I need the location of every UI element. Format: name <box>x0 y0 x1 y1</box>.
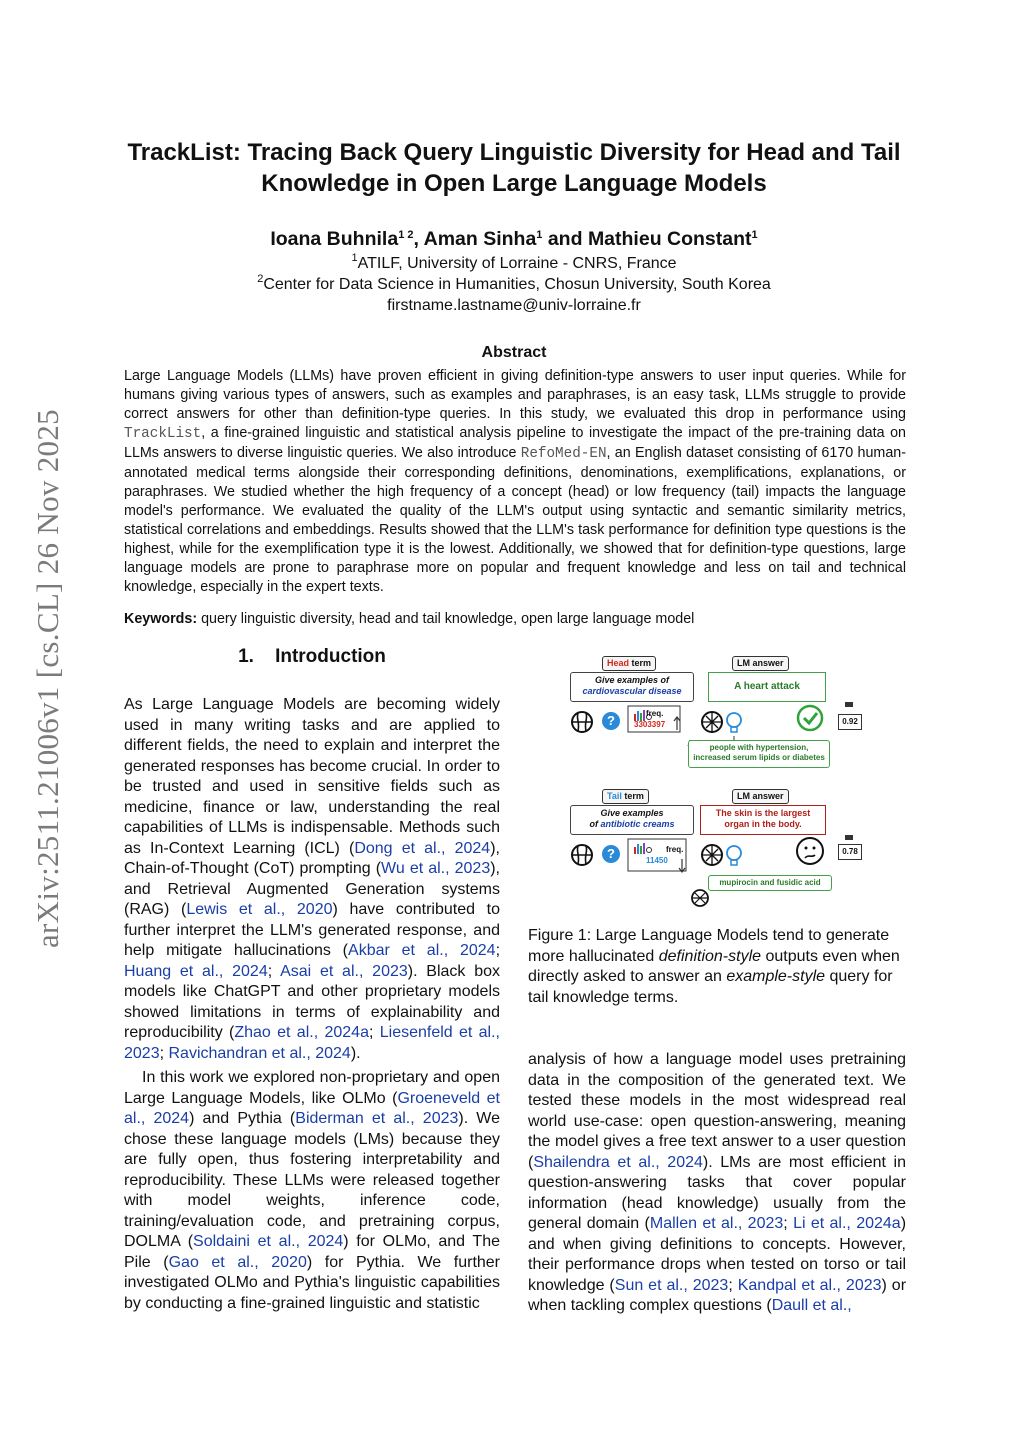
abstract-heading: Abstract <box>481 344 547 361</box>
author-1: Ioana Buhnila <box>270 228 399 250</box>
body-text: ). <box>350 1044 361 1062</box>
head-answer-box: A heart attack <box>708 672 826 702</box>
neural-model-icon <box>702 712 722 732</box>
extracted-text: increased serum lipids or diabetes <box>693 753 825 762</box>
tool-name: TrackList <box>124 426 202 442</box>
intro-left-column <box>124 695 500 1314</box>
citation[interactable]: Dong et al., 2024 <box>354 839 491 857</box>
author-3-affil: 1 <box>751 229 758 241</box>
body-text: ). Black box models like ChatGPT and other proprietary models showed limitations in terms of explainability and reproducibility ( <box>124 962 500 1041</box>
head-frequency: 3303397 <box>634 720 666 729</box>
keywords-text: query linguistic diversity, head and tail knowledge, open large language model <box>197 611 695 627</box>
tail-label: Tail <box>607 791 622 801</box>
citation[interactable]: Li et al., 2024a <box>793 1215 901 1232</box>
body-text: In this work we explored non-proprietary and open Large Language Models, like OLMo ( <box>124 1069 500 1107</box>
lm-answer-tag: LM answer <box>732 789 789 804</box>
neural-model-icon <box>702 845 722 865</box>
citation[interactable]: Mallen et al., 2023 <box>649 1215 784 1232</box>
author-separator: , <box>413 228 424 250</box>
author-list <box>110 228 918 251</box>
section-number: 1. <box>238 646 254 667</box>
caption-emphasis: example-style <box>726 968 826 985</box>
citation[interactable]: Asai et al., 2023 <box>280 962 408 980</box>
freq-label: freq. <box>646 709 664 718</box>
body-text: ) for OLMo, and The Pile ( <box>124 1233 500 1271</box>
term-label: term <box>629 658 652 668</box>
body-text: ). LMs are most efficient in question-answering tasks that cover popular information (head knowledge) usually from the general domain ( <box>528 1153 906 1232</box>
body-text: ). We chose these language models (LMs) because they are fully open, thus fostering interpretability and reproducibility. These LLMs were released together with model weights, inference code, training/evaluation code, and pretraining corpus, DOLMA ( <box>124 1110 501 1250</box>
separator: ; <box>267 962 281 980</box>
abstract-body <box>124 367 906 597</box>
tail-answer-box <box>700 805 826 835</box>
caption-emphasis: definition-style <box>658 947 762 965</box>
dataset-name: RefoMed-EN <box>520 446 607 462</box>
head-term: cardiovascular disease <box>582 686 682 696</box>
caption-text: Figure 1: Large Language Models tend to generate more hallucinated <box>528 927 890 965</box>
question-text: of <box>589 819 601 829</box>
tail-question-bubble <box>570 805 694 835</box>
citation[interactable]: Shailendra et al., 2024 <box>533 1153 703 1171</box>
keywords-label: Keywords: <box>124 611 198 627</box>
citation[interactable]: Huang et al., 2024 <box>124 962 268 980</box>
judge-icon <box>844 702 854 707</box>
abstract-text: , an English dataset consisting of 6170 human-annotated medical terms alongside their corresponding definitions, denominations, exemplifications, explanations, or paraphrases. We studied whether the high frequency of a concept (head) or low frequency (tail) impacts the language model's performance. We evaluated the quality of the LLM's output using syntactic and semantic similarity metrics, statistical correlations and embeddings. Results showed that the LLM's task performance for definition type questions is the highest, while for the exemplification type it is the lowest. Additionally, we showed that for definition-type questions, large language models are prone to paraphrase more on popular and frequent knowledge and less on tail and technical knowledge, especially in the expert texts. <box>124 445 906 595</box>
body-text: As Large Language Models are becoming widely used in many writing tasks and are applied to different fields, the need to explain and interpret the generated responses has become crucial. In order to be trusted and used in sensitive fields such as medicine, finance or law, understanding the real capabilities of LLMs is indispensable. Methods such as In-Context Learning (ICL) ( <box>124 696 500 857</box>
citation[interactable]: Kandpal et al., 2023 <box>737 1276 882 1294</box>
intro-paragraph-2 <box>124 1068 500 1314</box>
affiliation-2-text: Center for Data Science in Humanities, Chosun University, South Korea <box>263 276 771 293</box>
lm-answer-tag: LM answer <box>732 656 789 671</box>
title-line-1: TrackList: Tracing Back Query Linguistic Diversity for Head and Tail <box>127 139 901 166</box>
separator: ; <box>728 1276 738 1294</box>
intro-right-column <box>528 1050 906 1317</box>
tail-similarity-score: 0.78 <box>838 844 862 860</box>
body-text: ), and Retrieval Augmented Generation systems (RAG) ( <box>124 860 500 918</box>
paper-title <box>110 137 918 199</box>
citation[interactable]: Gao et al., 2020 <box>168 1253 307 1271</box>
body-text: ) and when giving definitions to concepts. However, their performance drops when tested on torso or tail knowledge ( <box>528 1215 907 1294</box>
tail-frequency-box <box>628 839 686 871</box>
judge-icon <box>844 835 854 840</box>
question-text: Give examples of <box>594 675 670 685</box>
separator: ; <box>495 942 501 959</box>
citation[interactable]: Soldaini et al., 2024 <box>193 1233 344 1250</box>
citation[interactable]: Sun et al., 2023 <box>614 1276 729 1294</box>
body-text: ) and Pythia ( <box>189 1110 296 1127</box>
section-heading <box>124 646 500 668</box>
lightbulb-icon <box>727 846 741 865</box>
separator: ; <box>783 1215 794 1232</box>
citation[interactable]: Daull et al., <box>771 1297 852 1314</box>
figure-1 <box>566 654 856 910</box>
tail-term-tag <box>602 789 649 804</box>
question-icon: ? <box>602 712 620 730</box>
term-label: term <box>621 791 644 801</box>
affiliation-1 <box>110 252 918 273</box>
caption-text: outputs even when directly asked to answer an <box>528 947 900 985</box>
author-separator: and <box>542 228 588 250</box>
citation[interactable]: Zhao et al., 2024a <box>234 1024 369 1041</box>
freq-label: freq. <box>666 845 684 854</box>
arxiv-identifier: arXiv:2511.21006v1 [cs.CL] 26 Nov 2025 <box>30 409 65 948</box>
answer-text: The skin is the largest <box>715 808 811 818</box>
affiliation-1-text: ATILF, University of Lorraine - CNRS, France <box>357 255 677 272</box>
affiliation-2-marker: 2 <box>257 273 264 285</box>
lightbulb-icon <box>727 713 741 732</box>
head-question-bubble <box>570 672 694 702</box>
section-title: Introduction <box>275 646 386 667</box>
author-2-affil: 1 <box>536 229 543 241</box>
citation[interactable]: Lewis et al., 2020 <box>186 901 333 918</box>
intro-paragraph-1 <box>124 695 500 1064</box>
citation[interactable]: Groeneveld et al., 2024 <box>124 1089 500 1127</box>
body-text: ), Chain-of-Thought (CoT) prompting ( <box>124 839 500 877</box>
tail-extracted-answer: mupirocin and fusidic acid <box>708 875 832 891</box>
brain-icon <box>572 845 592 865</box>
body-text: ) for Pythia. We further investigated OLMo and Pythia's linguistic capabilities by conducting a fine-grained linguistic and statistic <box>124 1253 501 1312</box>
body-text: analysis of how a language model uses pretraining data in the composition of the generated text. We tested these models in the most widespread real world use-case: open question-answering, meaning the model gives a free text answer to a user question ( <box>528 1051 906 1171</box>
answer-text: organ in the body. <box>724 819 802 829</box>
head-term-tag <box>602 656 656 671</box>
body-text: ) or when tackling complex questions ( <box>528 1276 907 1314</box>
author-2: Aman Sinha <box>423 228 537 250</box>
citation[interactable]: Akbar et al., 2024 <box>348 942 496 959</box>
brain-icon <box>572 712 592 732</box>
author-email[interactable]: firstname.lastname@univ-lorraine.fr <box>387 297 641 314</box>
citation[interactable]: Wu et al., 2023 <box>381 860 491 877</box>
head-extracted-answer <box>688 740 830 768</box>
citation[interactable]: Ravichandran et al., 2024 <box>168 1044 351 1062</box>
caption-text: query for tail knowledge terms. <box>528 968 893 1006</box>
title-line-2: Knowledge in Open Large Language Models <box>261 170 767 197</box>
author-1-affil: 1 2 <box>398 229 414 241</box>
tail-term: antibiotic creams <box>600 819 675 829</box>
abstract-text: , a fine-grained linguistic and statistical analysis pipeline to investigate the impact of the pre-training data on LLMs answers to diverse linguistic queries. We also introduce <box>124 425 906 461</box>
question-text: Give examples <box>600 808 664 818</box>
affiliation-1-marker: 1 <box>351 252 358 264</box>
tail-frequency: 11450 <box>646 856 668 865</box>
separator: ; <box>159 1044 169 1062</box>
question-icon: ? <box>602 845 620 863</box>
intro-paragraph-3 <box>528 1050 906 1317</box>
citation[interactable]: Liesenfeld et al., 2023 <box>124 1024 501 1062</box>
head-label: Head <box>607 658 630 668</box>
author-3: Mathieu Constant <box>587 228 752 250</box>
affiliation-2 <box>110 273 918 294</box>
extracted-text: people with hypertension, <box>709 743 809 752</box>
separator: ; <box>368 1024 380 1041</box>
body-text: ) have contributed to further interpret the LLM's generated response, and help mitigate hallucinations ( <box>124 901 501 959</box>
checkmark-icon <box>798 706 822 730</box>
confused-face-icon <box>797 838 823 864</box>
head-similarity-score: 0.92 <box>838 714 862 730</box>
keywords <box>124 611 906 627</box>
citation[interactable]: Biderman et al., 2023 <box>295 1110 459 1127</box>
figure-caption <box>528 926 906 1008</box>
abstract-text: Large Language Models (LLMs) have proven efficient in giving definition-type answers to user input queries. While for humans giving various types of answers, such as examples and paraphrases, is an easy task, LLMs struggle to provide correct answers for other than definition-type queries. In this study, we evaluated this drop in performance using <box>124 368 906 422</box>
neural-model-icon <box>692 890 708 906</box>
